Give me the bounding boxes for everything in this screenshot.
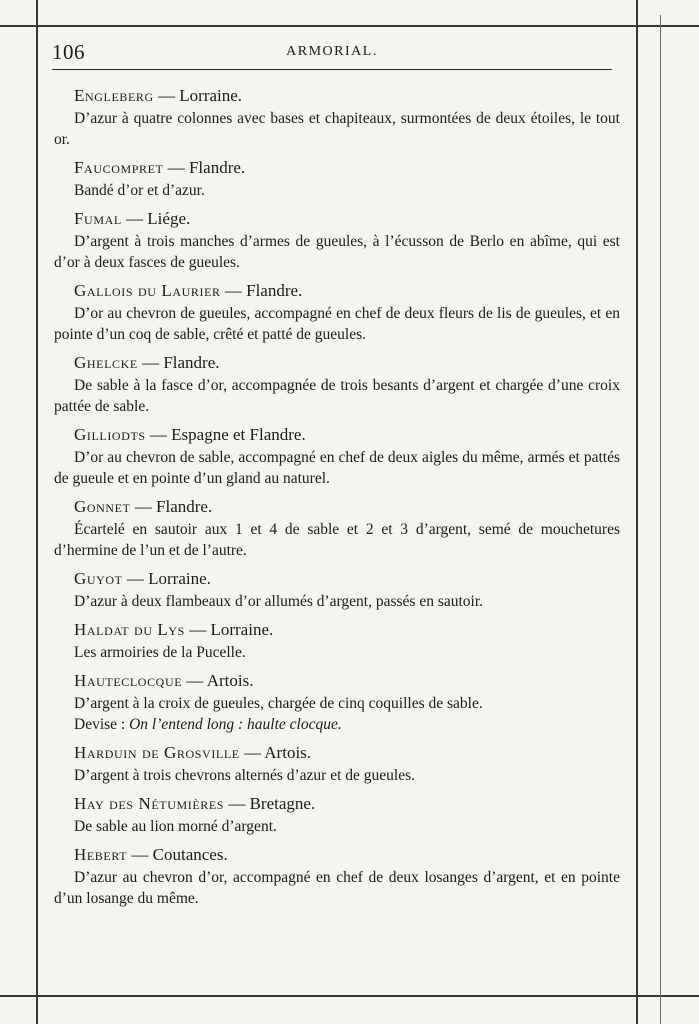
family-name: Gonnet xyxy=(74,497,131,516)
region: Flandre. xyxy=(188,158,246,177)
separator: — xyxy=(184,620,211,639)
blazon: D’argent à trois manches d’armes de gueules, à l’écusson de Berlo en abîme, qui est d’or à deux fasces de gueules. xyxy=(54,233,620,271)
entry xyxy=(54,279,620,345)
family-name: Engleberg xyxy=(74,86,154,105)
separator: — xyxy=(137,353,164,372)
region: Coutances. xyxy=(152,845,228,864)
entry-heading xyxy=(54,741,620,765)
entry-heading xyxy=(54,279,620,303)
family-name: Gallois du Laurier xyxy=(74,281,221,300)
entry-heading xyxy=(54,84,620,108)
frame-right-line xyxy=(636,0,638,1024)
blazon: Bandé d’or et d’azur. xyxy=(74,182,205,199)
entry-heading xyxy=(54,843,620,867)
family-name: Fumal xyxy=(74,209,122,228)
entry xyxy=(54,843,620,909)
blazon: Écartelé en sautoir aux 1 et 4 de sable et 2 et 3 d’argent, semé de mouchetures d’hermine de l’un et de l’autre. xyxy=(54,521,620,559)
frame-outer-right-line xyxy=(660,15,661,1024)
region: Artois. xyxy=(264,743,312,762)
region: Lorraine. xyxy=(210,620,274,639)
frame-top-line xyxy=(0,25,699,27)
family-name: Gilliodts xyxy=(74,425,146,444)
entry xyxy=(54,495,620,561)
region: Artois. xyxy=(206,671,254,690)
entry xyxy=(54,792,620,837)
entry-heading xyxy=(54,567,620,591)
entry xyxy=(54,741,620,786)
separator: — xyxy=(145,425,172,444)
separator: — xyxy=(153,86,180,105)
entry xyxy=(54,669,620,735)
separator: — xyxy=(127,845,153,864)
entry xyxy=(54,156,620,201)
blazon: D’or au chevron de sable, accompagné en chef de deux aigles du même, armés et pattés de gueule et en pointe d’un gland au naturel. xyxy=(54,449,620,487)
entry-heading xyxy=(54,156,620,180)
family-name: Hay des Nétumières xyxy=(74,794,225,813)
blazon: Les armoiries de la Pucelle. xyxy=(74,644,246,661)
blazon: D’azur au chevron d’or, accompagné en chef de deux losanges d’argent, et en pointe d’un losange du même. xyxy=(54,869,620,907)
separator: — xyxy=(182,671,207,690)
frame-bottom-line xyxy=(0,995,699,997)
separator: — xyxy=(122,569,149,588)
entry xyxy=(54,207,620,273)
separator: — xyxy=(121,209,148,228)
blazon: D’azur à deux flambeaux d’or allumés d’argent, passés en sautoir. xyxy=(74,593,484,610)
entry-heading xyxy=(54,618,620,642)
blazon: De sable à la fasce d’or, accompagnée de trois besants d’argent et chargée d’une croix pattée de sable. xyxy=(54,377,620,415)
devise-line xyxy=(54,714,620,735)
family-name: Guyot xyxy=(74,569,123,588)
family-name: Hauteclocque xyxy=(74,671,183,690)
entry-heading xyxy=(54,669,620,693)
entry-heading xyxy=(54,351,620,375)
entry xyxy=(54,567,620,612)
blazon: D’argent à trois chevrons alternés d’azur et de gueules. xyxy=(74,767,416,784)
blazon: D’azur à quatre colonnes avec bases et chapiteaux, surmontées de deux étoiles, le tout or. xyxy=(54,110,620,148)
entry-heading xyxy=(54,423,620,447)
family-name: Hebert xyxy=(74,845,128,864)
page-number: 106 xyxy=(52,40,85,64)
entry-heading xyxy=(54,495,620,519)
region: Bretagne. xyxy=(249,794,316,813)
region: Liége. xyxy=(147,209,191,228)
region: Flandre. xyxy=(246,281,303,300)
separator: — xyxy=(224,794,250,813)
family-name: Ghelcke xyxy=(74,353,138,372)
entry xyxy=(54,618,620,663)
separator: — xyxy=(130,497,157,516)
region: Lorraine. xyxy=(148,569,211,588)
entry xyxy=(54,423,620,489)
armorial-entries xyxy=(54,84,620,915)
entry-heading xyxy=(54,792,620,816)
header-rule xyxy=(52,69,612,70)
separator: — xyxy=(163,158,189,177)
family-name: Faucompret xyxy=(74,158,164,177)
family-name: Haldat du Lys xyxy=(74,620,185,639)
running-head: ARMORIAL. xyxy=(286,44,378,59)
frame-left-line xyxy=(36,0,38,1024)
devise-motto: On l’entend long : haulte clocque. xyxy=(129,716,342,733)
blazon: De sable au lion morné d’argent. xyxy=(74,818,277,835)
entry-heading xyxy=(54,207,620,231)
devise-label: Devise : xyxy=(74,716,126,733)
region: Flandre. xyxy=(163,353,220,372)
region: Flandre. xyxy=(156,497,213,516)
region: Espagne et Flandre. xyxy=(171,425,306,444)
region: Lorraine. xyxy=(179,86,243,105)
page-header xyxy=(52,36,612,70)
separator: — xyxy=(220,281,247,300)
blazon: D’or au chevron de gueules, accompagné en chef de deux fleurs de lis de gueules, et en pointe d’un coq de sable, crêté et patté de gueules. xyxy=(54,305,620,343)
entry xyxy=(54,84,620,150)
blazon: D’argent à la croix de gueules, chargée de cinq coquilles de sable. xyxy=(74,695,483,712)
entry xyxy=(54,351,620,417)
separator: — xyxy=(239,743,265,762)
family-name: Harduin de Grosville xyxy=(74,743,240,762)
